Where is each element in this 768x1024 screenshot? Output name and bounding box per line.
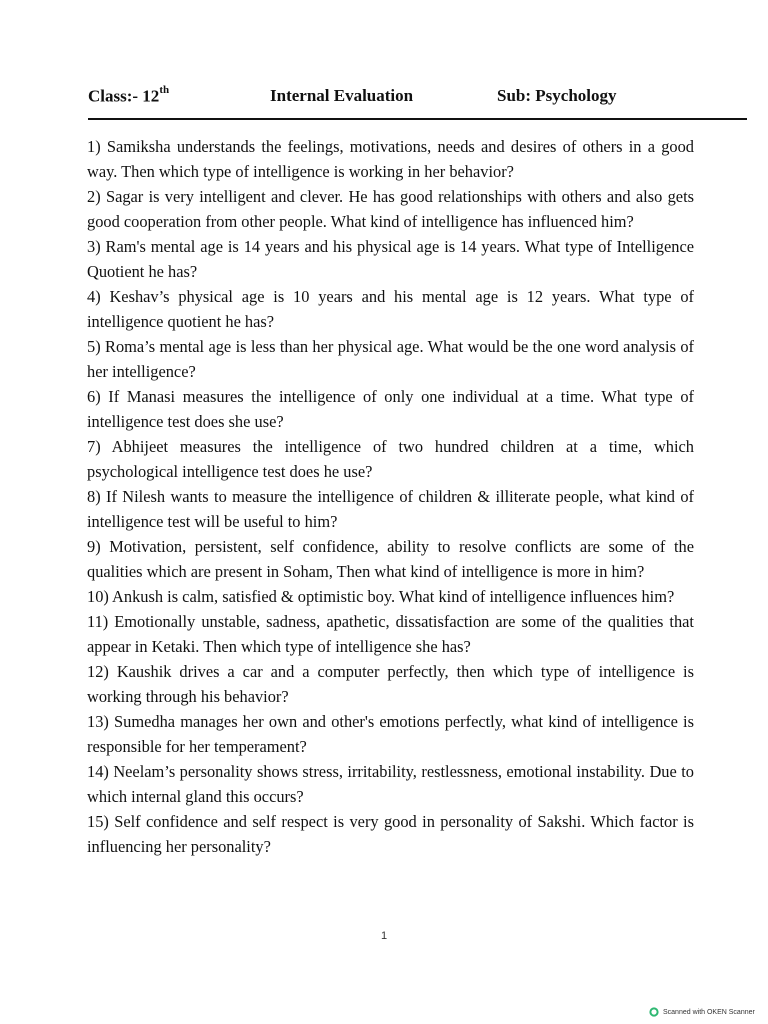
page-number: 1 (380, 930, 388, 942)
class-superscript: th (159, 84, 170, 96)
question-item: 8) If Nilesh wants to measure the intelligence of children & illiterate people, what kind of intelligence test will be useful to him? (87, 487, 694, 531)
class-label: Class:- 12th (88, 84, 170, 106)
watermark-text: Scanned with OKEN Scanner (663, 1008, 755, 1016)
question-item: 6) If Manasi measures the intelligence of only one individual at a time. What type of intelligence test does she use? (87, 387, 694, 431)
header-divider (88, 118, 747, 120)
question-item: 11) Emotionally unstable, sadness, apathetic, dissatisfaction are some of the qualities that appear in Ketaki. Then which type of intelligence she has? (87, 612, 694, 656)
document-title: Internal Evaluation (270, 86, 414, 105)
question-item: 9) Motivation, persistent, self confidence, ability to resolve conflicts are some of the qualities which are present in Soham, Then what kind of intelligence is more in him? (87, 537, 694, 581)
question-item: 10) Ankush is calm, satisfied & optimistic boy. What kind of intelligence influences him? (87, 587, 675, 606)
question-item: 7) Abhijeet measures the intelligence of two hundred children at a time, which psychological intelligence test does he use? (87, 437, 694, 481)
oken-scanner-logo-icon (649, 1007, 659, 1017)
question-item: 12) Kaushik drives a car and a computer perfectly, then which type of intelligence is working through his behavior? (87, 662, 694, 706)
question-item: 14) Neelam’s personality shows stress, irritability, restlessness, emotional instability. Due to which internal gland this occurs? (87, 762, 694, 806)
question-item: 5) Roma’s mental age is less than her physical age. What would be the one word analysis of her intelligence? (87, 337, 694, 381)
document-header (0, 86, 768, 110)
subject-label: Sub: Psychology (497, 86, 617, 105)
question-list (87, 134, 694, 859)
question-item: 4) Keshav’s physical age is 10 years and his mental age is 12 years. What type of intelligence quotient he has? (87, 287, 694, 331)
question-item: 15) Self confidence and self respect is very good in personality of Sakshi. Which factor is influencing her personality? (87, 812, 694, 856)
question-item: 3) Ram's mental age is 14 years and his physical age is 14 years. What type of Intelligence Quotient he has? (87, 237, 694, 281)
scanner-watermark (649, 1005, 755, 1019)
question-item: 13) Sumedha manages her own and other's emotions perfectly, what kind of intelligence is responsible for her temperament? (87, 712, 694, 756)
question-item: 2) Sagar is very intelligent and clever. He has good relationships with others and also gets good cooperation from other people. What kind of intelligence has influenced him? (87, 187, 694, 231)
question-item: 1) Samiksha understands the feelings, motivations, needs and desires of others in a good way. Then which type of intelligence is working in her behavior? (87, 137, 694, 181)
